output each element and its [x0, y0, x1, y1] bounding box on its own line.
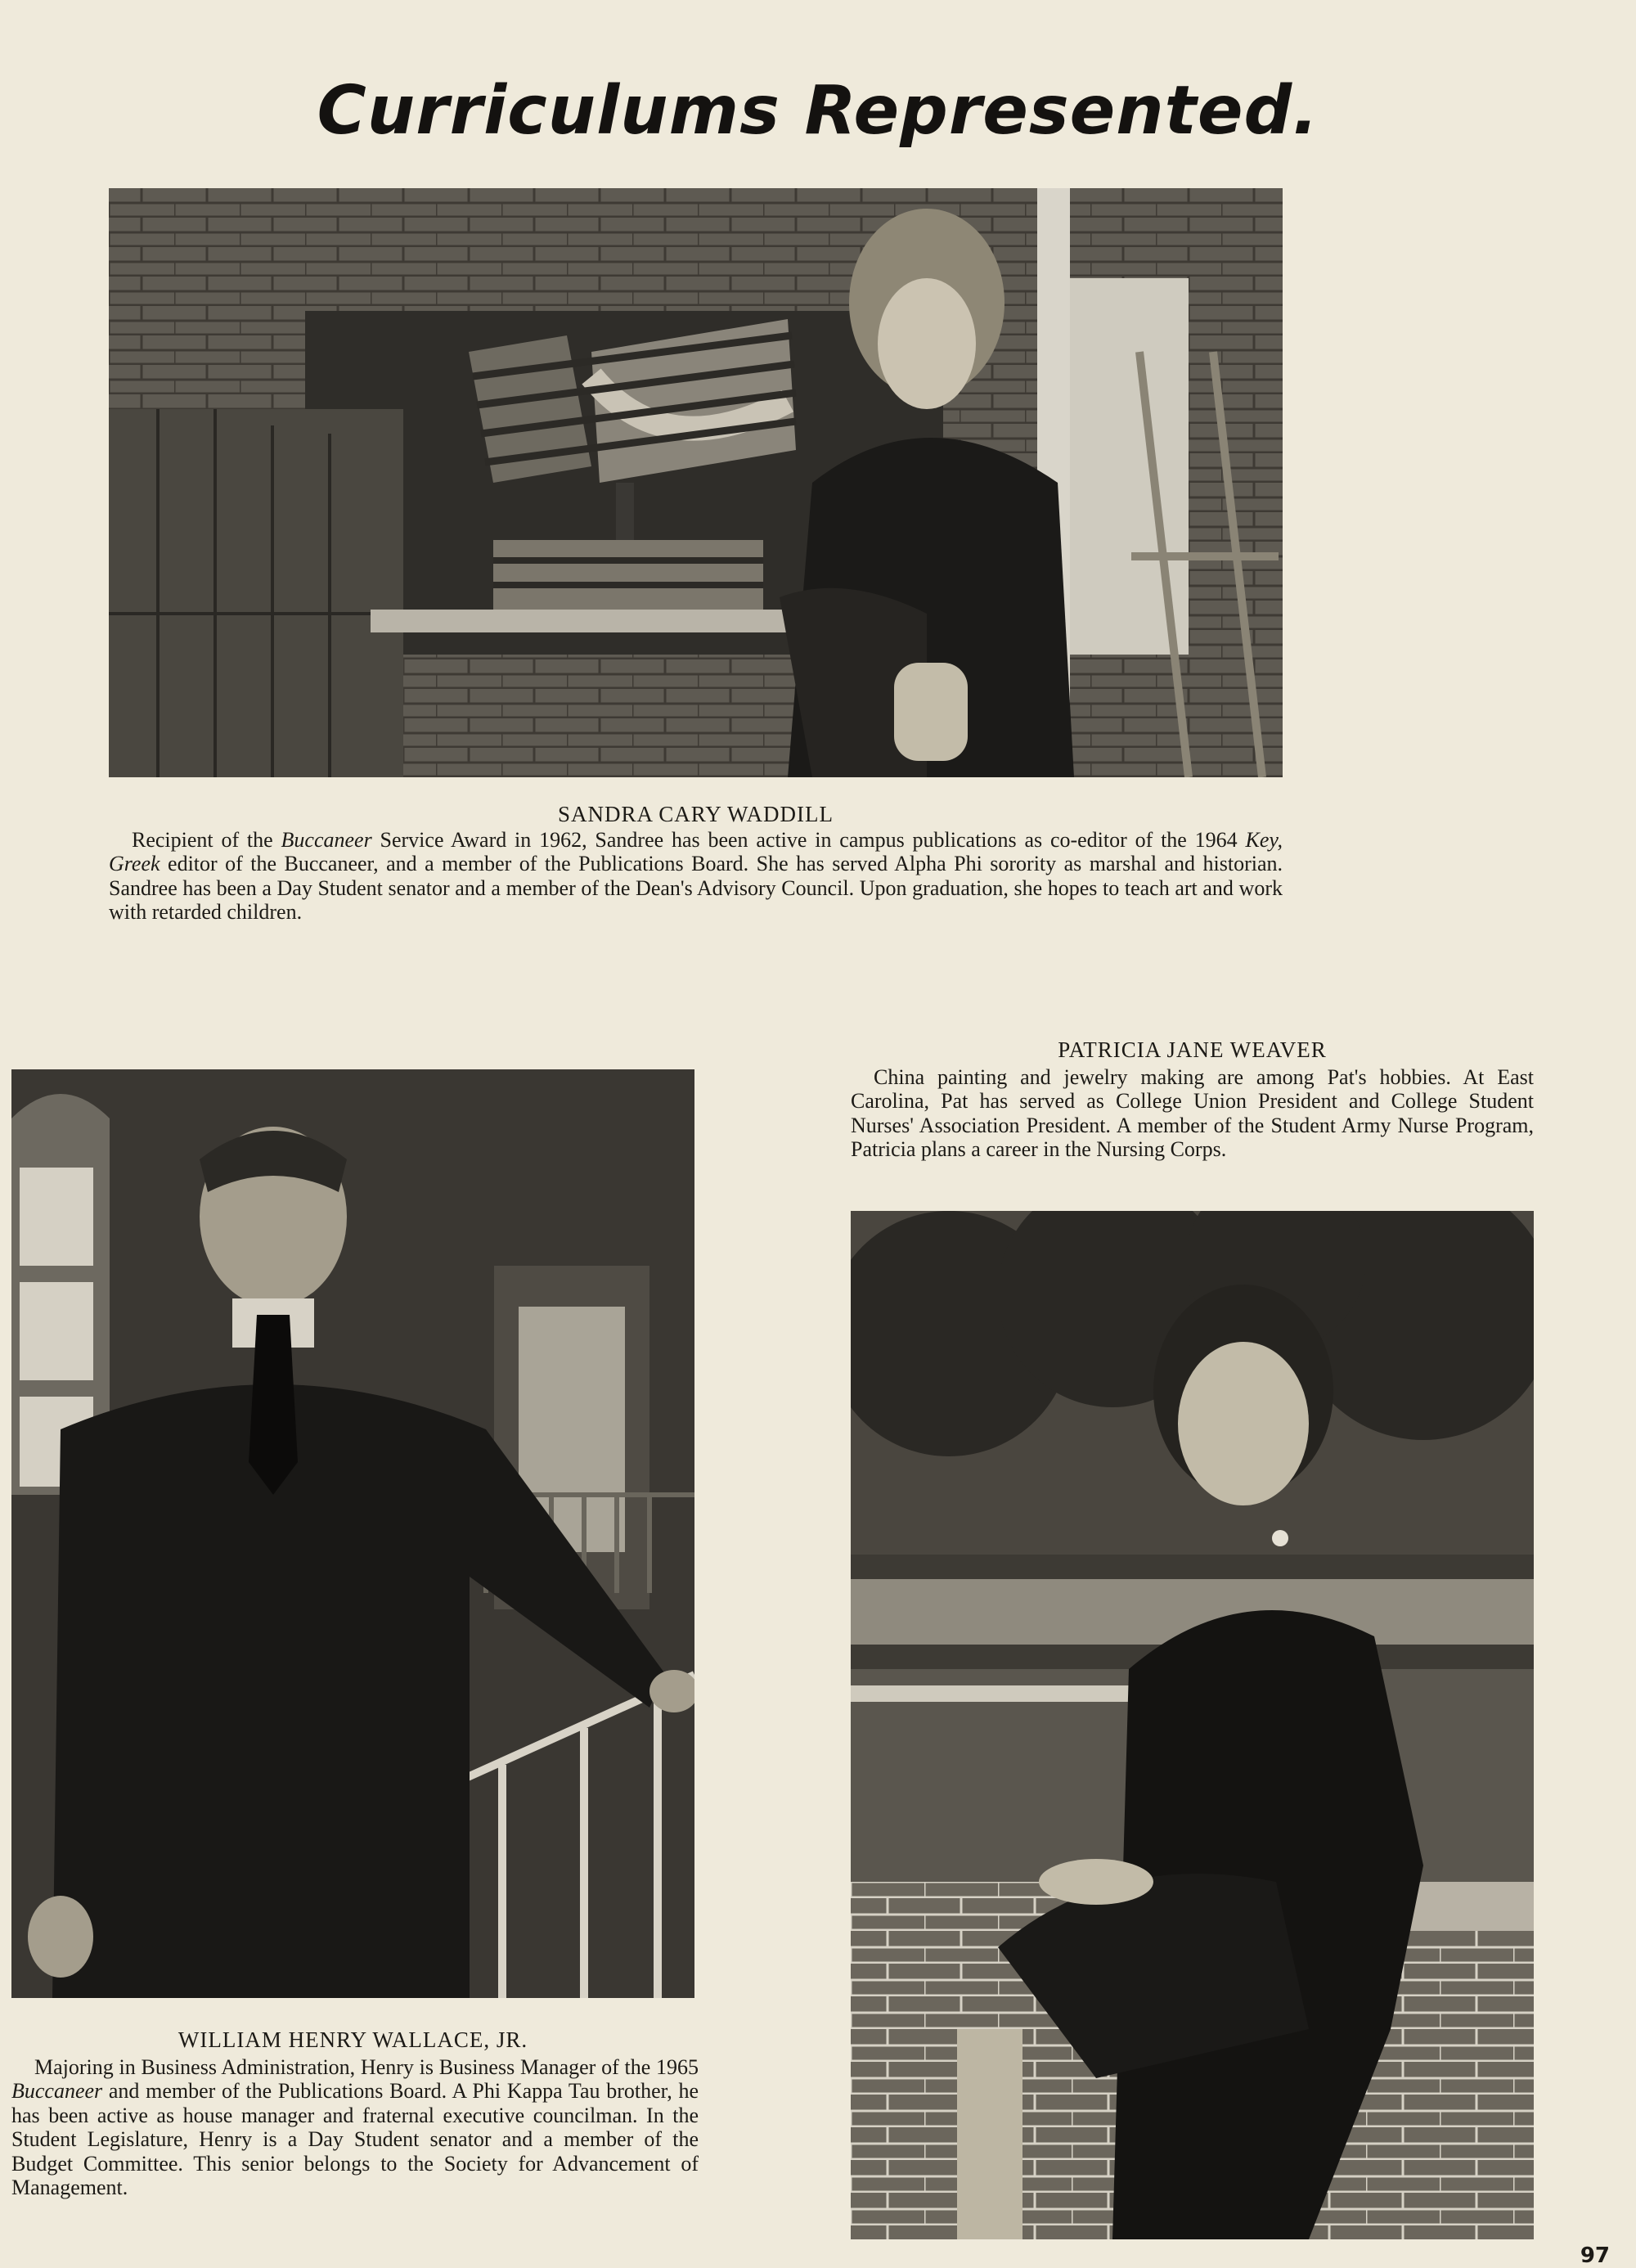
page-number: 97 — [1580, 2243, 1610, 2268]
profile-name-sandra: SANDRA CARY WADDILL — [557, 802, 834, 826]
photo-sandra-image — [109, 188, 1283, 777]
profile-bio-william: Majoring in Business Administration, Henry is Business Manager of the 1965 Buccaneer and member of the Publications Board. A Phi Kappa Tau brother, he has been active as house manager and fraternal executive councilman. In the Student Legislature, Henry is a Day Student senator and a member of the Budget Committee. This senior belongs to the Society for Advancement of Management. — [11, 2055, 699, 2199]
photo-william-wallace — [11, 1069, 694, 1998]
page-title: Curriculums Represented. — [317, 72, 1319, 150]
profile-bio-sandra: Recipient of the Buccaneer Service Award in 1962, Sandree has been active in campus publications as co-editor of the 1964 Key, Greek editor of the Buccaneer, and a member of the Publications Board. She has served Alpha Phi sorority as marshal and historian. Sandree has been a Day Student senator and a member of the Dean's Advisory Council. Upon graduation, she hopes to teach art and work with retarded children. — [109, 828, 1283, 925]
photo-patricia-weaver — [851, 1211, 1534, 2239]
profile-name-william: WILLIAM HENRY WALLACE, JR. — [178, 2027, 528, 2052]
profile-name-patricia: PATRICIA JANE WEAVER — [1058, 1037, 1327, 1062]
photo-sandra-waddill — [109, 188, 1283, 777]
photo-william-image — [11, 1069, 694, 1998]
photo-patricia-image — [851, 1211, 1534, 2239]
profile-bio-patricia: China painting and jewelry making are among Pat's hobbies. At East Carolina, Pat has served as College Union President and College Student Nurses' Association President. A member of the Student Army Nurse Program, Patricia plans a career in the Nursing Corps. — [851, 1065, 1534, 1162]
